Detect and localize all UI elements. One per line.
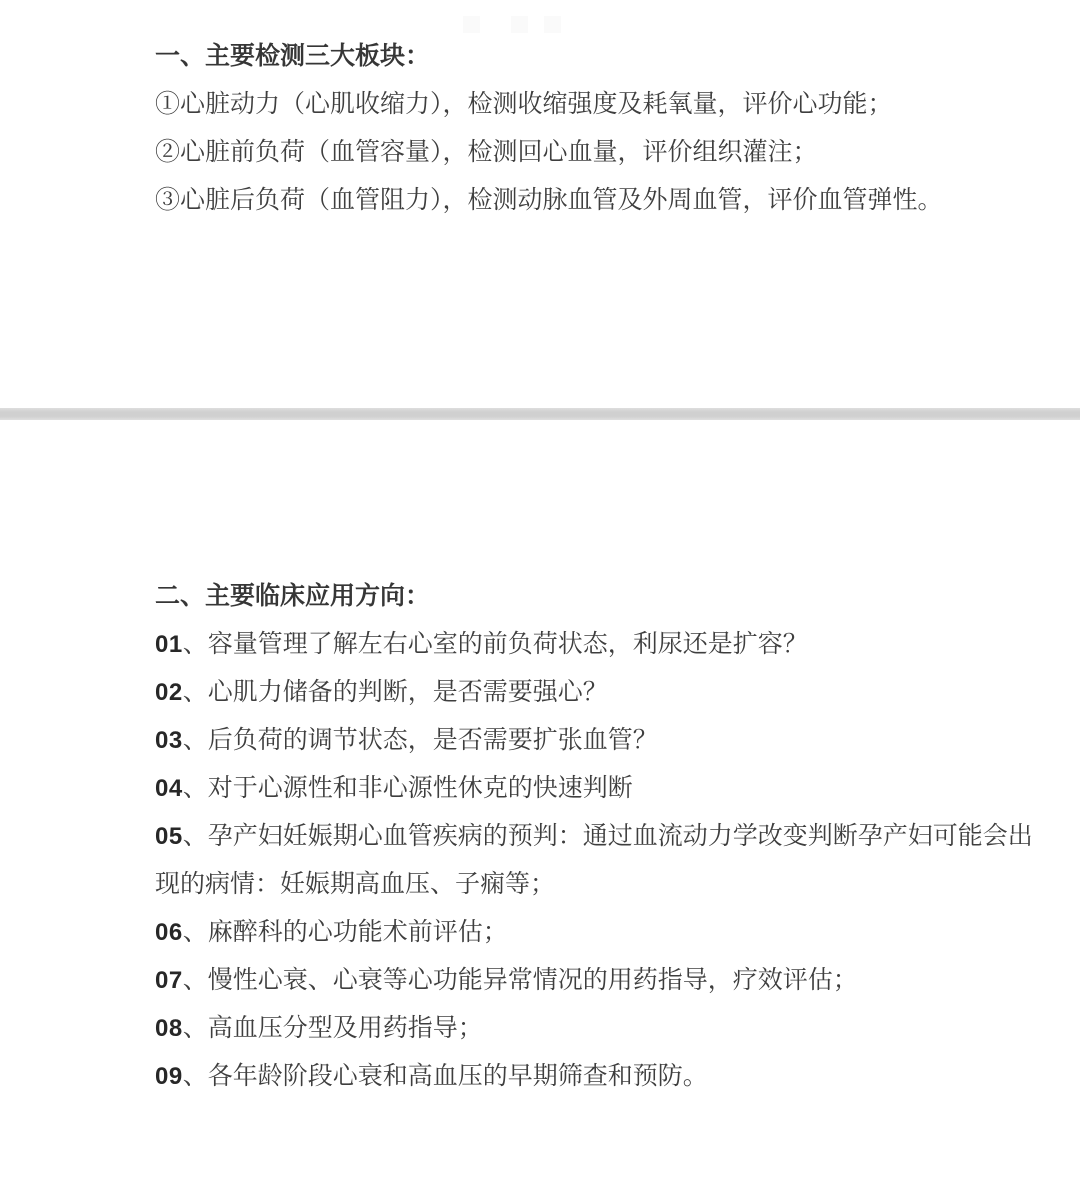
item-separator: 、 [182,679,208,706]
clinical-item-text: 麻醉科的心功能术前评估； [207,919,508,946]
item-number-05: 05 [155,823,183,850]
item-number-07: 07 [155,967,183,994]
clinical-item-text: 慢性心衰、心衰等心功能异常情况的用药指导，疗效评估； [207,967,858,994]
clinical-item-text: 心肌力储备的判断，是否需要强心？ [207,679,608,706]
detection-item-text: 心脏前负荷（血管容量），检测回心血量，评价组织灌注； [180,139,818,166]
circled-number-3: ③ [155,187,181,214]
clinical-item-text: 后负荷的调节状态，是否需要扩张血管？ [207,727,658,754]
item-number-06: 06 [155,919,183,946]
item-number-01: 01 [155,631,183,658]
item-separator: 、 [182,775,208,802]
clinical-item-text: 高血压分型及用药指导； [207,1015,483,1042]
item-separator: 、 [182,823,208,850]
cut-off-text-artifact [544,16,561,33]
item-separator: 、 [182,1063,208,1090]
item-number-03: 03 [155,727,183,754]
clinical-item [155,1005,1035,1053]
item-separator: 、 [182,919,208,946]
item-separator: 、 [182,1015,208,1042]
item-separator: 、 [182,631,208,658]
circled-number-1: ① [155,91,181,118]
clinical-item [155,1053,1035,1101]
cut-off-text-artifact [511,16,528,33]
section-clinical-heading: 二、主要临床应用方向： [155,583,431,610]
section-detection-heading: 一、主要检测三大板块： [155,43,431,70]
clinical-item [155,957,1035,1005]
circled-number-2: ② [155,139,181,166]
clinical-item [155,909,1035,957]
item-separator: 、 [182,727,208,754]
item-number-08: 08 [155,1015,183,1042]
detection-item-text: 心脏动力（心肌收缩力），检测收缩强度及耗氧量，评价心功能； [180,91,893,118]
clinical-item [155,813,1035,909]
item-number-09: 09 [155,1063,183,1090]
clinical-item-text: 容量管理了解左右心室的前负荷状态，利尿还是扩容？ [207,631,808,658]
clinical-item-text: 孕产妇妊娠期心血管疾病的预判：通过血流动力学改变判断孕产妇可能会出现的病情：妊娠期高血压、子痫等； [155,823,1033,898]
detection-item [155,81,1035,129]
detection-item-text: 心脏后负荷（血管阻力），检测动脉血管及外周血管，评价血管弹性。 [180,187,943,214]
section-detection [155,33,1035,225]
cut-off-text-artifact [463,16,480,33]
section-clinical [155,573,1035,1101]
item-number-04: 04 [155,775,183,802]
clinical-item [155,765,1035,813]
clinical-item-text: 对于心源性和非心源性休克的快速判断 [207,775,633,802]
item-number-02: 02 [155,679,183,706]
section-divider [0,408,1080,420]
clinical-item [155,669,1035,717]
detection-item [155,177,1035,225]
clinical-item [155,717,1035,765]
item-separator: 、 [182,967,208,994]
clinical-item-text: 各年龄阶段心衰和高血压的早期筛查和预防。 [207,1063,708,1090]
detection-item [155,129,1035,177]
clinical-item [155,621,1035,669]
